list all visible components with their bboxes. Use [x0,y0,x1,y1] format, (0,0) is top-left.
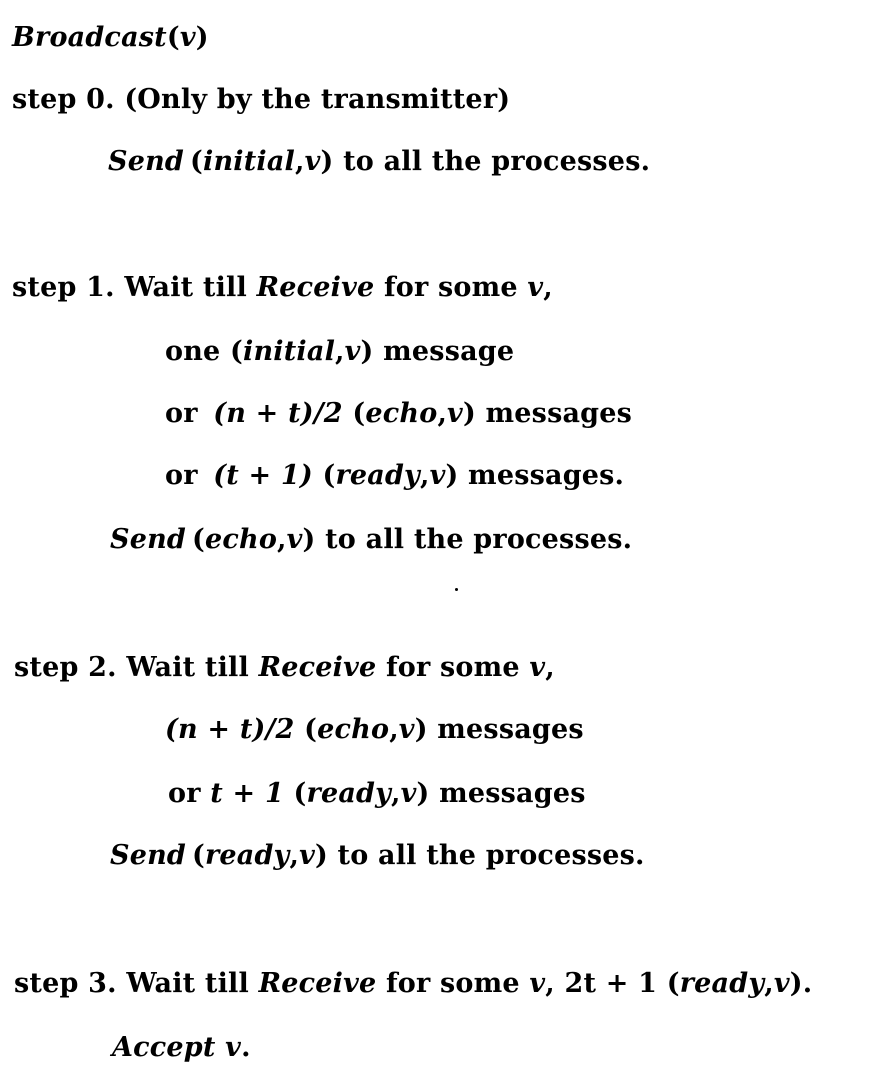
step-2-send: Send (ready,v) to all the processes. [110,840,645,871]
step-3-accept: Accept v. [112,1032,251,1063]
procedure-name: Broadcast [12,22,167,53]
step-2-condition-2: or t + 1 (ready,v) messages [168,778,586,809]
step-1-condition-3: or (t + 1) (ready,v) messages. [165,460,625,491]
step-label: step 0. [12,84,115,115]
step-2-condition-1: (n + t)/2 (echo,v) messages [165,714,584,745]
step-1-condition-2: or (n + t)/2 (echo,v) messages [165,398,633,429]
stray-dot [455,588,458,591]
step-0-header [12,86,510,113]
procedure-title: Broadcast(v) [12,22,209,53]
step-1-send: Send (echo,v) to all the processes. [110,524,633,555]
step-2-header: step 2. Wait till Receive for some v, [14,652,555,683]
step-3-header: step 3. Wait till Receive for some v, 2t + 1 (ready,v). [14,968,813,999]
step-1-condition-1: one (initial,v) message [165,336,515,367]
step-1-header: step 1. Wait till Receive for some v, [12,272,553,303]
step-0-send: Send (initial,v) to all the processes. [108,146,651,177]
step-note: (Only by the transmitter) [124,84,511,115]
step-label: step 3. [14,968,117,999]
step-label: step 1. [12,272,115,303]
step-label: step 2. [14,652,117,683]
